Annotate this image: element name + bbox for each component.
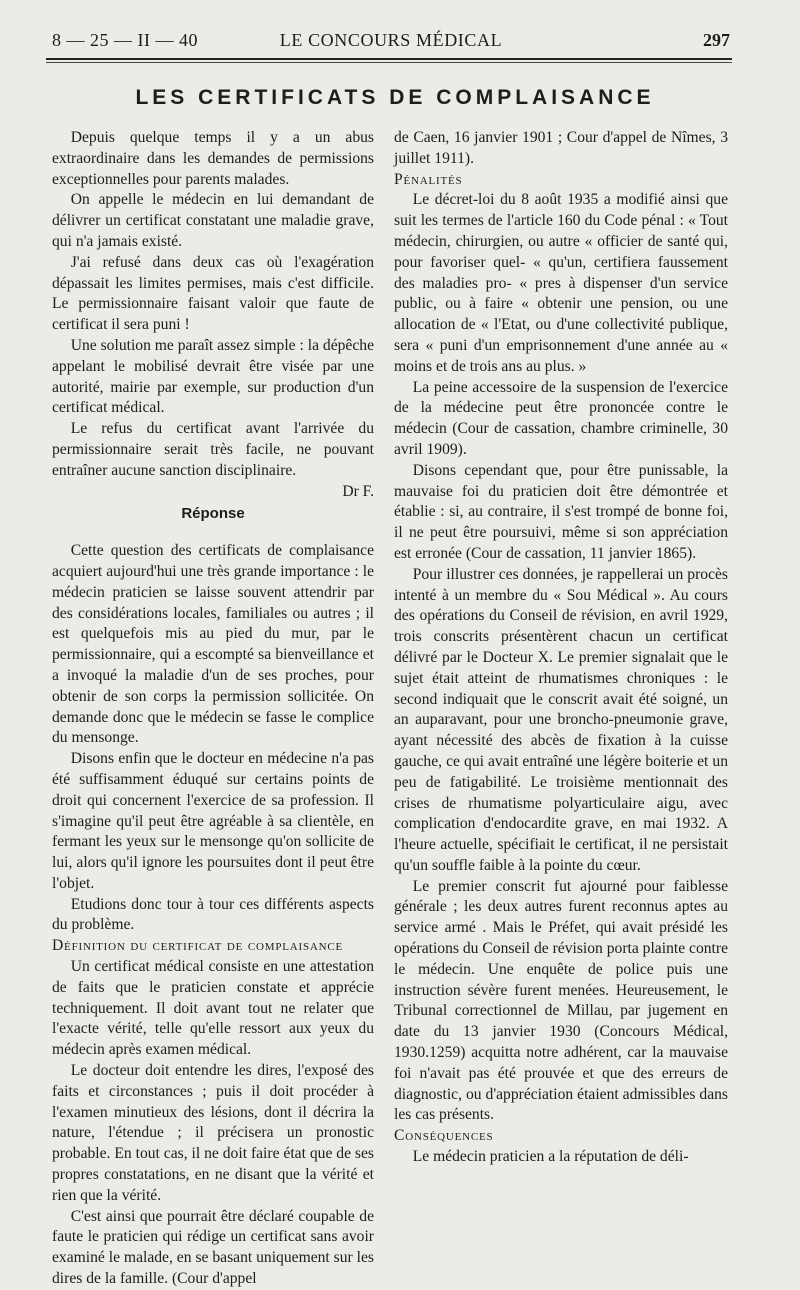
definition-heading: Définition du certificat de complaisance [52,937,344,955]
paragraph: C'est ainsi que pourrait être déclaré coupable de faute le praticien qui rédige un certificat sans avoir examiné le malade, en se basant uniquement sur les dires de la famille. (Cour d'appel [52,1207,374,1288]
paragraph: La peine accessoire de la suspension de l'exercice de la médecine peut être prononcée contre le médecin (Cour de cassation, chambre criminelle, 30 avril 1909). [394,378,728,458]
paragraph: Disons cependant que, pour être punissable, la mauvaise foi du praticien doit être démontrée et établie : si, au contraire, il s'est trompé de bonne foi, il ne peut être poursuivi, même si son appréciation est erronée (Cour de cassation, 11 janvier 1865). [394,461,728,562]
right-column [394,128,728,1168]
paragraph: Un certificat médical consiste en une attestation de faits que le praticien constate et apprécie techniquement. Il doit avant tout ne relater que l'exacte vérité, telle qu'elle ressort aux yeux du médecin après examen médical. [52,958,374,1059]
paragraph: Cette question des certificats de complaisance acquiert aujourd'hui une très grande importance : le médecin praticien se laisse souvent attendrir par des considérations locales, familiales ou autres ; il est quelquefois mis au pied du mur, par le permissionnaire, qui a escompté sa bienveillance et a invoqué la maladie d'un de ses proches, pour obtenir de son corps la permission sollicitée. On demande donc que le médecin se fasse le complice du mensonge. [52,542,374,747]
article-title: LES CERTIFICATS DE COMPLAISANCE [135,86,655,109]
signature: Dr F. [342,482,374,500]
penalites-heading: Pénalités [394,170,463,188]
response-heading: Réponse [181,505,245,523]
paragraph: Le décret-loi du 8 août 1935 a modifié ainsi que suit les termes de l'article 160 du Code pénal : « Tout médecin, chirurgien, ou autre « officier de santé qui, pour favoriser quel- « qu'un, certifiera faussement des maladies pro- « pres à dispenser d'un service public, ou à faire « obtenir une pension, ou une allocation de « l'Etat, ou d'une collectivité publique, sera « puni d'un emprisonnement d'une année au « moins et de trois ans au plus. » [394,191,728,375]
journal-title: LE CONCOURS MÉDICAL [279,30,503,50]
paragraph: Une solution me paraît assez simple : la dépêche appelant le mobilisé devrait être visée par une autorité, mairie par exemple, sur production d'un certificat médical. [52,336,374,417]
paragraph: Le refus du certificat avant l'arrivée du permissionnaire serait très facile, ne pouvant entraîner aucune sanction disciplinaire. [52,420,374,479]
issue-date: 8 — 25 — II — 40 [52,30,198,50]
header-rule-thin [46,62,732,63]
paragraph: Etudions donc tour à tour ces différents aspects du problème. [52,895,374,934]
consequences-heading: Conséquences [394,1127,494,1145]
paragraph: Le premier conscrit fut ajourné pour faiblesse générale ; les deux autres furent reconnus aptes au service armé . Mais le Préfet, qui avait présidé les opérations du Conseil de révision porta plainte contre le médecin. Une enquête de police puis une instruction sévère furent menées. Heureusement, le Tribunal correctionnel de Millau, par jugement en date du 13 janvier 1930 (Concours Médical, 1930.1259) acquitta notre adhérent, car la mauvaise foi n'avait pas été prouvée et que des erreurs de diagnostic, ou d'appréciation étaient admissibles dans les cas présents. [394,877,728,1124]
paragraph: de Caen, 16 janvier 1901 ; Cour d'appel de Nîmes, 3 juillet 1911). [394,129,728,167]
header-rule [46,58,732,60]
paragraph: Le médecin praticien a la réputation de déli- [412,1148,689,1166]
paragraph: Le docteur doit entendre les dires, l'exposé des faits et circonstances ; puis il doit procéder à l'examen minutieux des lésions, dont il décrira la nature, l'étendue ; il précisera un pronostic probable. En tout cas, il ne doit faire état que de ses propres constatations, en ne disant que la vérité et rien que la vérité. [52,1062,374,1204]
paragraph: On appelle le médecin en lui demandant de délivrer un certificat constatant une maladie grave, qui n'a jamais existé. [52,191,374,250]
paragraph: Disons enfin que le docteur en médecine n'a pas été suffisamment éduqué sur certains points de droit qui concernent l'exercice de sa profession. Il s'imagine qu'il peut être agréable à sa clientèle, en fermant les yeux sur le mensonge qu'on sollicite de lui, alors qu'il ignore les poursuites dont il peut être l'objet. [52,750,374,892]
paragraph: Depuis quelque temps il y a un abus extraordinaire dans les demandes de permissions exceptionnelles pour parents malades. [52,129,374,188]
running-header [52,28,730,56]
left-column [52,128,374,1290]
paragraph: J'ai refusé dans deux cas où l'exagération dépassait les limites permises, mais c'est difficile. Le permissionnaire faisant valoir que faute de certificat il sera puni ! [52,253,374,334]
page-number: 297 [703,30,730,50]
paragraph: Pour illustrer ces données, je rappellerai un procès intenté à un membre du « Sou Médical ». Au cours des opérations du Conseil de révision, en avril 1929, trois conscrits présentèrent chacun un certificat délivré par le Docteur X. Le premier signalait que le sujet était atteint de rhumatismes chroniques : le second indiquait que le conscrit avait été soigné, un an auparavant, pour une broncho-pneumonie grave, ayant nécessité des abcès de fixation à la cuisse gauche, ce qui avait entraîné une légère boiterie et un peu de fatigabilité. Le troisième mentionnait des crises de rhumatisme polyarticulaire aigu, avec complication d'endocardite grave, en mai 1932. A l'heure actuelle, spécifiait le certificat, il ne persistait qu'un souffle faible à la pointe du cœur. [394,565,728,874]
